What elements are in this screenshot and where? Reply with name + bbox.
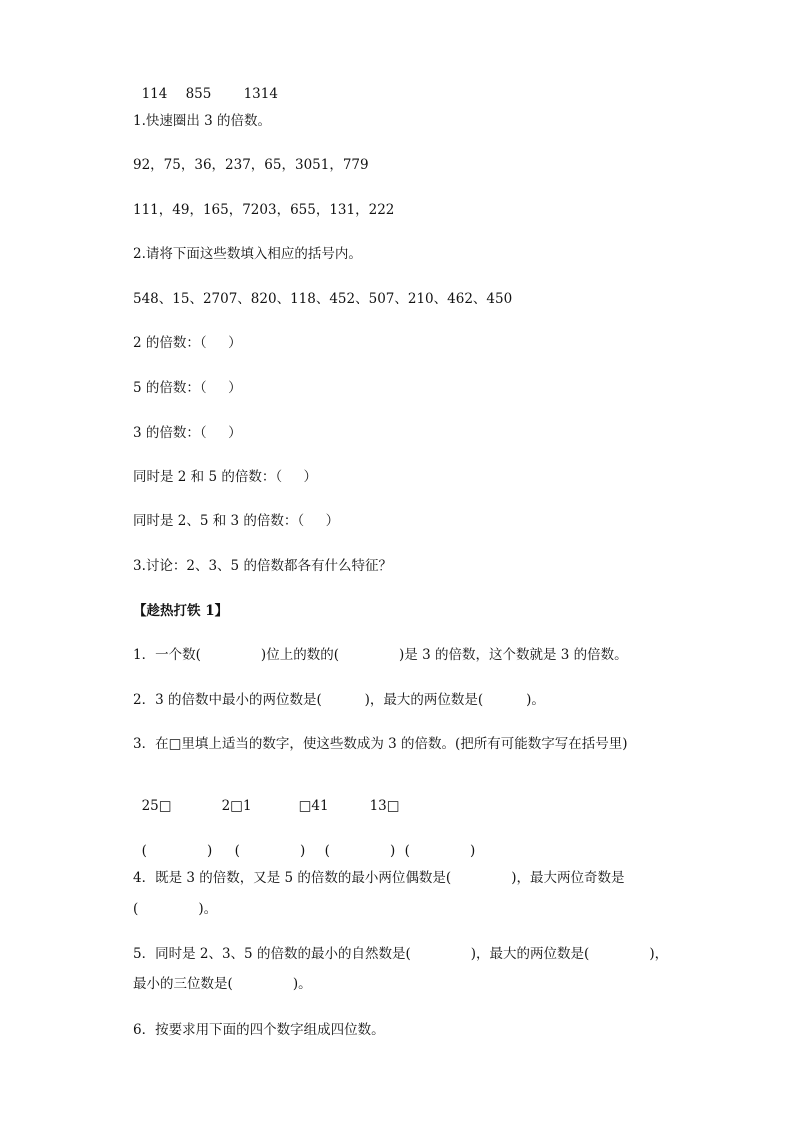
q1-prompt: 1.快速圈出 3 的倍数。	[133, 113, 272, 129]
exercise-3-bracket-4: ( )	[404, 843, 476, 859]
q2-multiple-of-5: 5 的倍数：（ ）	[133, 380, 242, 396]
exercise-5-line-2: 最小的三位数是( )。	[133, 976, 312, 992]
q2-numbers: 548、15、2707、820、118、452、507、210、462、450	[133, 291, 513, 307]
exercise-6: 6．按要求用下面的四个数字组成四位数。	[133, 1022, 385, 1038]
exercise-3-item-2: 2□1	[221, 798, 252, 814]
exercise-4-line-1: 4．既是 3 的倍数，又是 5 的倍数的最小两位偶数是( )，最大两位奇数是	[133, 870, 625, 886]
number-855: 855	[185, 86, 212, 102]
q2-multiple-of-2-and-5: 同时是 2 和 5 的倍数：（ ）	[133, 469, 318, 485]
exercise-5-line-1: 5．同时是 2、3、5 的倍数的最小的自然数是( )，最大的两位数是( )，	[133, 946, 669, 962]
q2-prompt: 2.请将下面这些数填入相应的括号内。	[133, 246, 362, 262]
q1-numbers-row-1: 92，75，36，237，65，3051，779	[133, 157, 369, 173]
exercise-3-brackets	[133, 824, 475, 860]
q2-multiple-of-2-5-3: 同时是 2、5 和 3 的倍数：（ ）	[133, 513, 340, 529]
exercise-3-item-1: 25□	[141, 798, 172, 814]
exercise-3: 3．在□里填上适当的数字，使这些数成为 3 的倍数。(把所有可能数字写在括号里)	[133, 736, 628, 752]
q1-numbers-row-2: 111，49，165，7203，655，131，222	[133, 202, 395, 218]
exercise-4-line-2: ( )。	[133, 901, 218, 917]
exercise-1: 1．一个数( )位上的数的( )是 3 的倍数，这个数就是 3 的倍数。	[133, 647, 628, 663]
number-1314: 1314	[243, 86, 278, 102]
top-number-row	[133, 67, 278, 103]
exercise-2: 2．3 的倍数中最小的两位数是( )，最大的两位数是( )。	[133, 692, 545, 708]
exercise-3-item-4: 13□	[369, 798, 400, 814]
number-114: 114	[141, 86, 168, 102]
exercise-3-bracket-1: ( )	[141, 843, 213, 859]
exercise-3-item-3: □41	[298, 798, 329, 814]
exercise-3-bracket-2: ( )	[234, 843, 306, 859]
q3-prompt: 3.讨论：2、3、5 的倍数都各有什么特征？	[133, 558, 392, 574]
section-title: 【趁热打铁 1】	[133, 603, 229, 619]
q2-multiple-of-2: 2 的倍数：（ ）	[133, 335, 242, 351]
exercise-3-items	[133, 779, 400, 815]
q2-multiple-of-3: 3 的倍数：（ ）	[133, 425, 242, 441]
exercise-3-bracket-3: ( )	[324, 843, 396, 859]
